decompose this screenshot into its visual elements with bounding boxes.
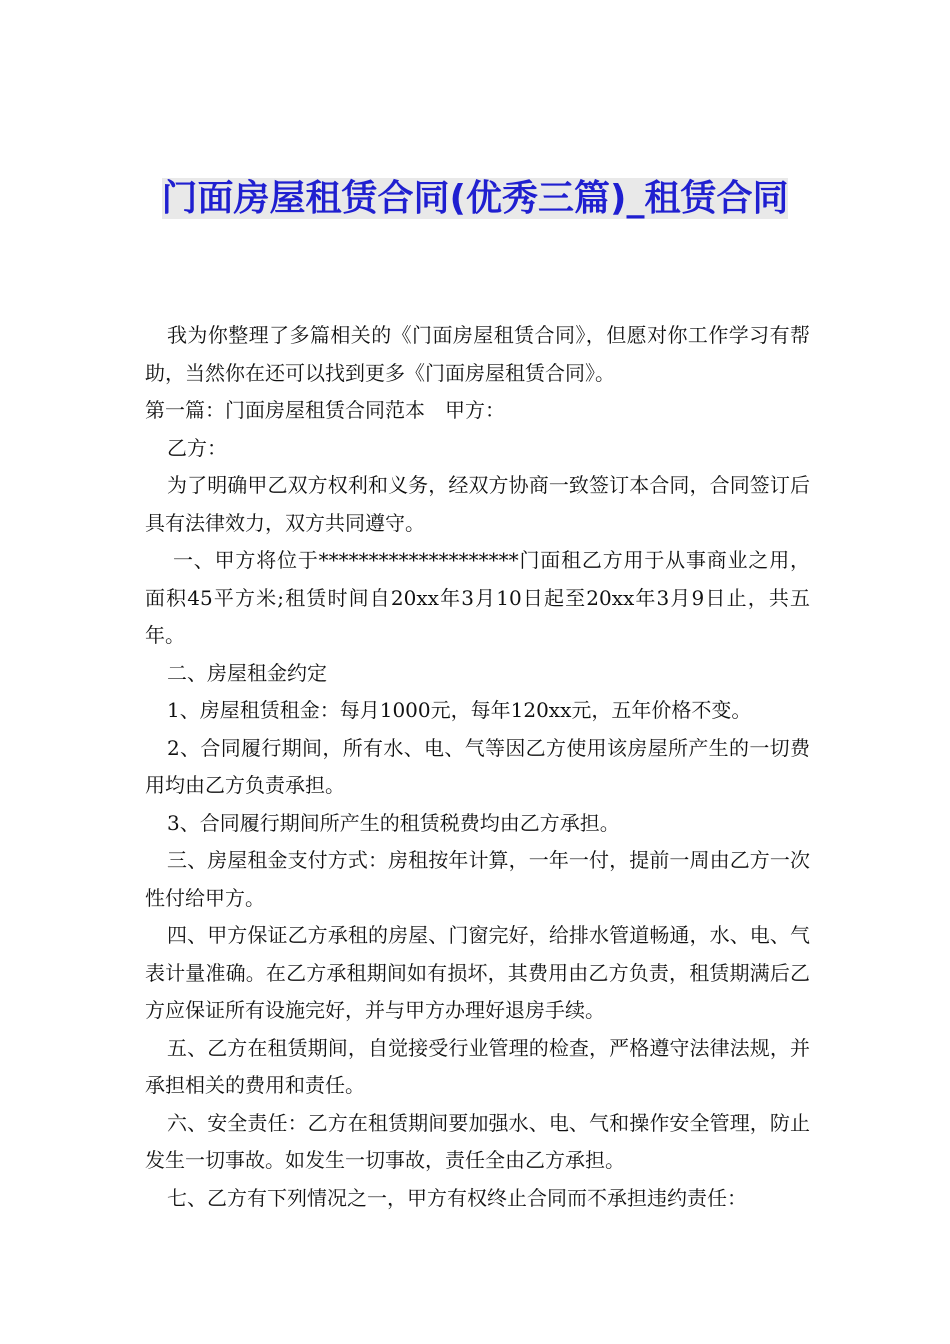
paragraph-intro: 我为你整理了多篇相关的《门面房屋租赁合同》，但愿对你工作学习有帮助，当然你在还可以找到更多《门面房屋租赁合同》。 — [145, 323, 810, 385]
paragraph-clause-2-item-3: 3、合同履行期间所产生的租赁税费均由乙方承担。 — [167, 810, 620, 835]
page-title: 门面房屋租赁合同(优秀三篇)_租赁合同 — [161, 178, 789, 219]
paragraph-clause-2-heading: 二、房屋租金约定 — [167, 660, 327, 685]
title-block — [140, 172, 810, 226]
paragraph-clause-1: 一、甲方将位于********************门面租乙方用于从事商业之用，面积45平方米;租赁时间自20xx年3月10日起至20xx年3月9日止，共五年。 — [145, 548, 810, 647]
paragraph-clause-6: 六、安全责任：乙方在租赁期间要加强水、电、气和操作安全管理，防止发生一切事故。如发生一切事故，责任全由乙方承担。 — [145, 1110, 810, 1172]
document-body — [145, 317, 810, 1217]
paragraph-purpose: 为了明确甲乙双方权利和义务，经双方协商一致签订本合同，合同签订后具有法律效力，双方共同遵守。 — [145, 473, 810, 535]
paragraph-clause-3: 三、房屋租金支付方式：房租按年计算，一年一付，提前一周由乙方一次性付给甲方。 — [145, 848, 810, 910]
paragraph-clause-4: 四、甲方保证乙方承租的房屋、门窗完好，给排水管道畅通，水、电、气表计量准确。在乙方承租期间如有损坏，其费用由乙方负责，租赁期满后乙方应保证所有设施完好，并与甲方办理好退房手续。 — [145, 923, 810, 1022]
paragraph-clause-2-item-1: 1、房屋租赁租金：每月1000元，每年120xx元，五年价格不变。 — [167, 698, 752, 722]
paragraph-chapter-heading: 第一篇：门面房屋租赁合同范本 甲方： — [145, 398, 505, 422]
paragraph-party-b: 乙方： — [167, 435, 227, 460]
paragraph-clause-5: 五、乙方在租赁期间，自觉接受行业管理的检查，严格遵守法律法规，并承担相关的费用和责任。 — [145, 1035, 810, 1097]
paragraph-clause-7: 七、乙方有下列情况之一，甲方有权终止合同而不承担违约责任： — [167, 1185, 747, 1210]
paragraph-clause-2-item-2: 2、合同履行期间，所有水、电、气等因乙方使用该房屋所产生的一切费用均由乙方负责承担。 — [145, 735, 810, 797]
